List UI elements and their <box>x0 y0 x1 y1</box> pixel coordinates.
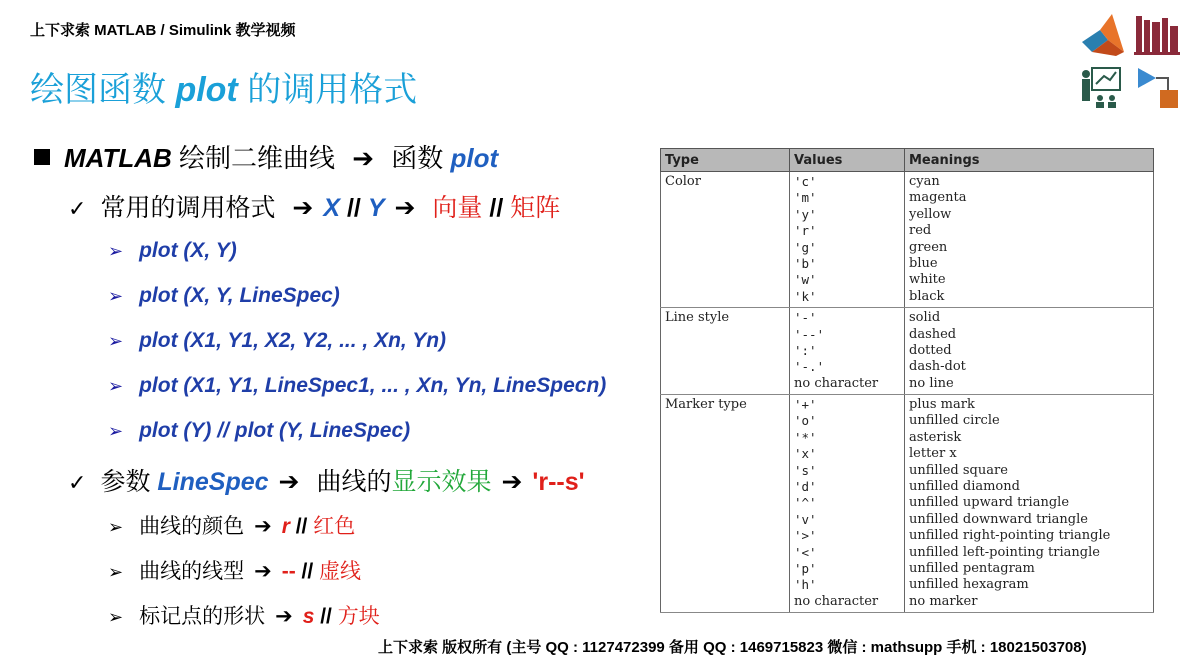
param-linespec: LineSpec <box>157 468 269 496</box>
value-item: 'w' <box>794 272 817 288</box>
arrowhead-bullet-icon: ➢ <box>108 286 124 306</box>
param-curve: 曲线的 <box>309 468 392 496</box>
effect-desc: 红色 <box>313 515 356 538</box>
meaning-item: unfilled hexagram <box>909 577 1029 593</box>
meaning-item: letter x <box>909 446 957 462</box>
value-item: 's' <box>794 462 817 478</box>
matlab-logo-icon <box>1082 14 1124 56</box>
value-item: 'o' <box>794 413 817 429</box>
value-item: 'h' <box>794 577 817 593</box>
value-item: 'm' <box>794 190 817 206</box>
square-bullet-icon <box>34 149 50 165</box>
arrow-icon: ➔ <box>254 515 272 538</box>
meaning-item: magenta <box>909 190 967 206</box>
effect-sep: // <box>289 515 314 538</box>
meaning-item: unfilled downward triangle <box>909 511 1088 527</box>
effect-item <box>108 555 361 585</box>
value-item: 'y' <box>794 206 817 222</box>
value-item: no character <box>794 593 879 609</box>
arrowhead-bullet-icon: ➢ <box>108 376 124 396</box>
value-item: 'v' <box>794 511 817 527</box>
arrowhead-bullet-icon: ➢ <box>108 562 124 582</box>
value-item: '^' <box>794 495 817 511</box>
arrow-icon: ➔ <box>278 468 300 496</box>
arrow-icon: ➔ <box>394 194 416 222</box>
effect-desc: 方块 <box>337 605 380 628</box>
table-header: Type <box>661 149 790 172</box>
arrow-icon: ➔ <box>292 194 314 222</box>
effect-sep: // <box>314 605 338 628</box>
common-matrix: 矩阵 <box>510 194 561 222</box>
arrow-icon: ➔ <box>352 143 375 173</box>
type-cell: Color <box>661 172 790 308</box>
meaning-item: unfilled upward triangle <box>909 495 1070 511</box>
arrowhead-bullet-icon: ➢ <box>108 331 124 351</box>
plot-form-item <box>108 419 410 443</box>
plot-form-text: plot (X, Y, LineSpec) <box>139 284 340 307</box>
arrowhead-bullet-icon: ➢ <box>108 607 124 627</box>
plot-form-text: plot (X, Y) <box>139 239 237 262</box>
common-sep: // <box>340 194 368 222</box>
meaning-item: unfilled square <box>909 462 1008 478</box>
main-matlab: MATLAB <box>64 143 172 173</box>
effect-code: s <box>302 605 315 628</box>
check-icon: ✓ <box>68 196 87 221</box>
table-row-linestyle <box>661 308 1154 395</box>
meaning-item: unfilled diamond <box>909 479 1020 495</box>
books-icon <box>1134 16 1180 55</box>
meaning-item: red <box>909 223 932 239</box>
linespec-table <box>660 148 1154 613</box>
meanings-cell <box>905 308 1154 395</box>
common-sep2: // <box>482 194 511 222</box>
meaning-item: solid <box>909 310 941 326</box>
param-example: 'r--s' <box>532 468 585 496</box>
arrowhead-bullet-icon: ➢ <box>108 421 124 441</box>
common-x: X <box>323 194 341 222</box>
title-post: 的调用格式 <box>237 71 418 109</box>
type-cell: Marker type <box>661 395 790 613</box>
meaning-item: dotted <box>909 342 952 358</box>
arrowhead-bullet-icon: ➢ <box>108 517 124 537</box>
meaning-item: no marker <box>909 593 978 609</box>
effect-item <box>108 600 380 630</box>
value-item: '-.' <box>794 359 825 375</box>
common-vector: 向量 <box>425 194 483 222</box>
main-plot: plot <box>450 143 499 173</box>
table-row-color <box>661 172 1154 308</box>
arrow-icon: ➔ <box>254 560 272 583</box>
plot-form-text: plot (X1, Y1, X2, Y2, ... , Xn, Yn) <box>139 329 447 352</box>
value-item: 'g' <box>794 239 817 255</box>
value-item: '<' <box>794 544 817 560</box>
value-item: 'r' <box>794 223 817 239</box>
meaning-item: cyan <box>909 174 940 189</box>
copyright-footer: 上下求索 版权所有 (主号 QQ : 1127472399 备用 QQ : 1469715823 微信 : mathsupp 手机 : 18021503708) <box>378 639 1087 656</box>
values-cell <box>790 395 905 613</box>
arrow-icon: ➔ <box>501 468 523 496</box>
effect-label: 标记点的形状 <box>139 605 266 628</box>
meaning-item: green <box>909 239 948 255</box>
effect-code: -- <box>281 560 296 583</box>
value-item: 'k' <box>794 288 817 304</box>
meaning-item: black <box>909 288 945 304</box>
value-item: 'p' <box>794 560 817 576</box>
table-header: Meanings <box>905 149 1154 172</box>
effect-item <box>108 510 355 540</box>
value-item: 'x' <box>794 446 817 462</box>
meaning-item: yellow <box>909 206 952 222</box>
values-cell <box>790 308 905 395</box>
common-formats-bullet <box>68 188 560 224</box>
main-bullet <box>34 138 498 175</box>
value-item: '-' <box>794 310 817 326</box>
main-func: 函数 <box>384 143 451 173</box>
plot-form-item <box>108 284 340 308</box>
type-cell: Line style <box>661 308 790 395</box>
param-effect: 显示效果 <box>391 468 492 496</box>
value-item: 'c' <box>794 174 817 189</box>
effect-code: r <box>281 515 290 538</box>
value-item: '*' <box>794 429 817 445</box>
main-text: 绘制二维曲线 <box>171 143 343 173</box>
linespec-bullet <box>68 462 585 498</box>
common-label: 常用的调用格式 <box>100 194 283 222</box>
meaning-item: asterisk <box>909 429 962 445</box>
plot-form-item <box>108 374 606 398</box>
meaning-item: unfilled right-pointing triangle <box>909 528 1111 544</box>
check-icon: ✓ <box>68 470 87 495</box>
value-item: '>' <box>794 528 817 544</box>
value-item: '+' <box>794 397 817 413</box>
effect-sep: // <box>295 560 320 583</box>
effect-label: 曲线的线型 <box>139 560 245 583</box>
brand-header: 上下求索 MATLAB / Simulink 教学视频 <box>30 22 296 39</box>
meaning-item: plus mark <box>909 397 975 413</box>
title-keyword: plot <box>175 71 238 109</box>
plot-form-item <box>108 329 446 353</box>
arrow-icon: ➔ <box>275 605 293 628</box>
value-item: 'b' <box>794 255 817 271</box>
meaning-item: unfilled pentagram <box>909 560 1035 576</box>
values-cell <box>790 172 905 308</box>
plot-form-text: plot (Y) // plot (Y, LineSpec) <box>139 419 411 442</box>
meaning-item: blue <box>909 255 938 271</box>
title-pre: 绘图函数 <box>30 71 176 109</box>
effect-label: 曲线的颜色 <box>139 515 245 538</box>
value-item: '--' <box>794 326 825 342</box>
teacher-presentation-icon <box>1082 68 1120 108</box>
table-header: Values <box>790 149 905 172</box>
plot-form-item <box>108 239 237 263</box>
param-label: 参数 <box>100 468 158 496</box>
meanings-cell <box>905 395 1154 613</box>
meaning-item: unfilled circle <box>909 413 1000 429</box>
effect-desc: 虚线 <box>319 560 362 583</box>
meaning-item: unfilled left-pointing triangle <box>909 544 1100 560</box>
value-item: no character <box>794 375 879 391</box>
value-item: ':' <box>794 342 817 358</box>
simulink-block-icon <box>1138 68 1178 108</box>
meaning-item: no line <box>909 375 954 391</box>
table-header-row <box>661 149 1154 172</box>
slide-title <box>30 62 417 111</box>
common-y: Y <box>367 194 385 222</box>
plot-form-text: plot (X1, Y1, LineSpec1, ... , Xn, Yn, LineSpecn) <box>139 374 607 397</box>
arrowhead-bullet-icon: ➢ <box>108 241 124 261</box>
table-row-marker <box>661 395 1154 613</box>
meaning-item: white <box>909 272 946 288</box>
logo-cluster <box>1078 12 1182 112</box>
meanings-cell <box>905 172 1154 308</box>
value-item: 'd' <box>794 479 817 495</box>
meaning-item: dash-dot <box>909 359 966 375</box>
meaning-item: dashed <box>909 326 957 342</box>
